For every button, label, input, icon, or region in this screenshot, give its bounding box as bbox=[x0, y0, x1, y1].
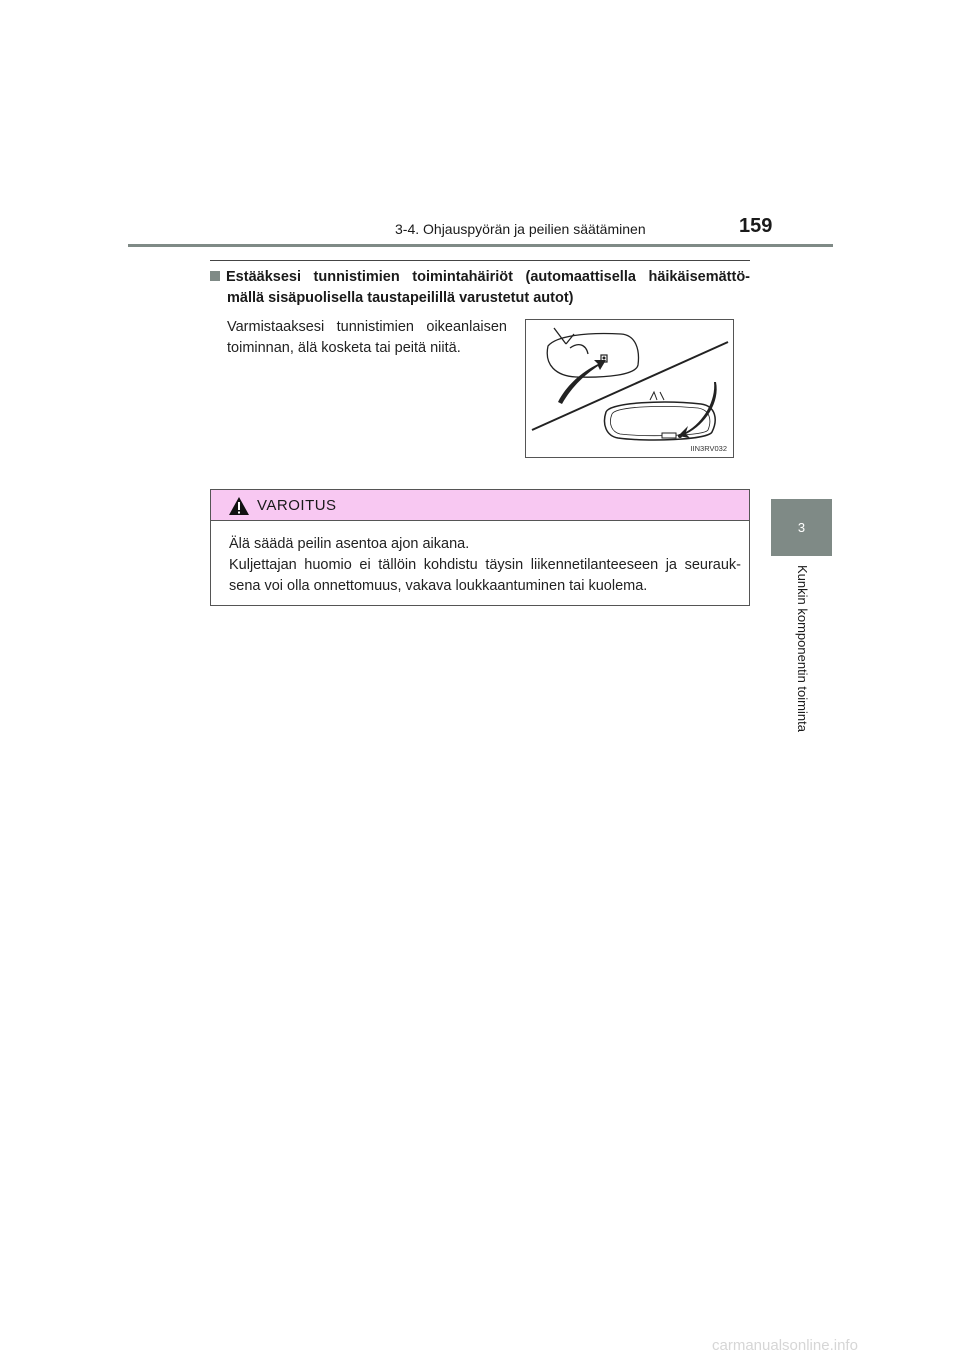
mirror-mount-marks bbox=[650, 392, 664, 400]
section-rule bbox=[210, 260, 750, 261]
mirror-sensor-figure bbox=[525, 319, 734, 458]
chapter-side-tab[interactable] bbox=[771, 499, 832, 556]
body-line-2: toiminnan, älä kosketa tai peitä niitä. bbox=[227, 340, 461, 356]
body-line-1: Varmistaaksesi tunnistimien oikeanlaisen bbox=[227, 319, 507, 335]
warning-text bbox=[229, 534, 741, 597]
heading-line-2: mällä sisäpuolisella taustapeilillä varustetut autot) bbox=[227, 290, 574, 306]
section-heading bbox=[210, 267, 750, 309]
footer-watermark[interactable]: carmanualsonline.info bbox=[712, 1337, 858, 1354]
figure-code: IIN3RV032 bbox=[690, 444, 727, 453]
body-paragraph bbox=[227, 317, 507, 359]
warning-header bbox=[211, 490, 749, 521]
front-sensor bbox=[662, 433, 676, 438]
heading-line-1 bbox=[210, 267, 750, 288]
warning-line-3: sena voi olla onnettomuus, vakava loukkaantuminen tai kuolema. bbox=[229, 578, 648, 594]
square-bullet-icon bbox=[210, 271, 220, 281]
warning-line-1: Älä säädä peilin asentoa ajon aikana. bbox=[229, 536, 470, 552]
chapter-side-label: Kunkin komponentin toiminta bbox=[795, 565, 810, 732]
warning-title: VAROITUS bbox=[257, 497, 337, 514]
mirror-back-view bbox=[547, 334, 638, 378]
mirror-sensor-illustration bbox=[526, 320, 733, 457]
chapter-number: 3 bbox=[797, 520, 806, 535]
heading-line-1-text: Estääksesi tunnistimien toimintahäiriöt (automaattisella häikäisemättö- bbox=[226, 269, 750, 285]
back-sensor-dot bbox=[603, 357, 606, 360]
warning-line-2: Kuljettajan huomio ei tällöin kohdistu täysin liikennetilanteeseen ja seurauk- bbox=[229, 557, 741, 573]
header-rule bbox=[128, 244, 833, 247]
page-number: 159 bbox=[739, 215, 773, 237]
header-section-title: 3-4. Ohjauspyörän ja peilien säätäminen bbox=[395, 221, 646, 237]
warning-box bbox=[210, 489, 750, 606]
warning-triangle-icon bbox=[228, 496, 250, 516]
